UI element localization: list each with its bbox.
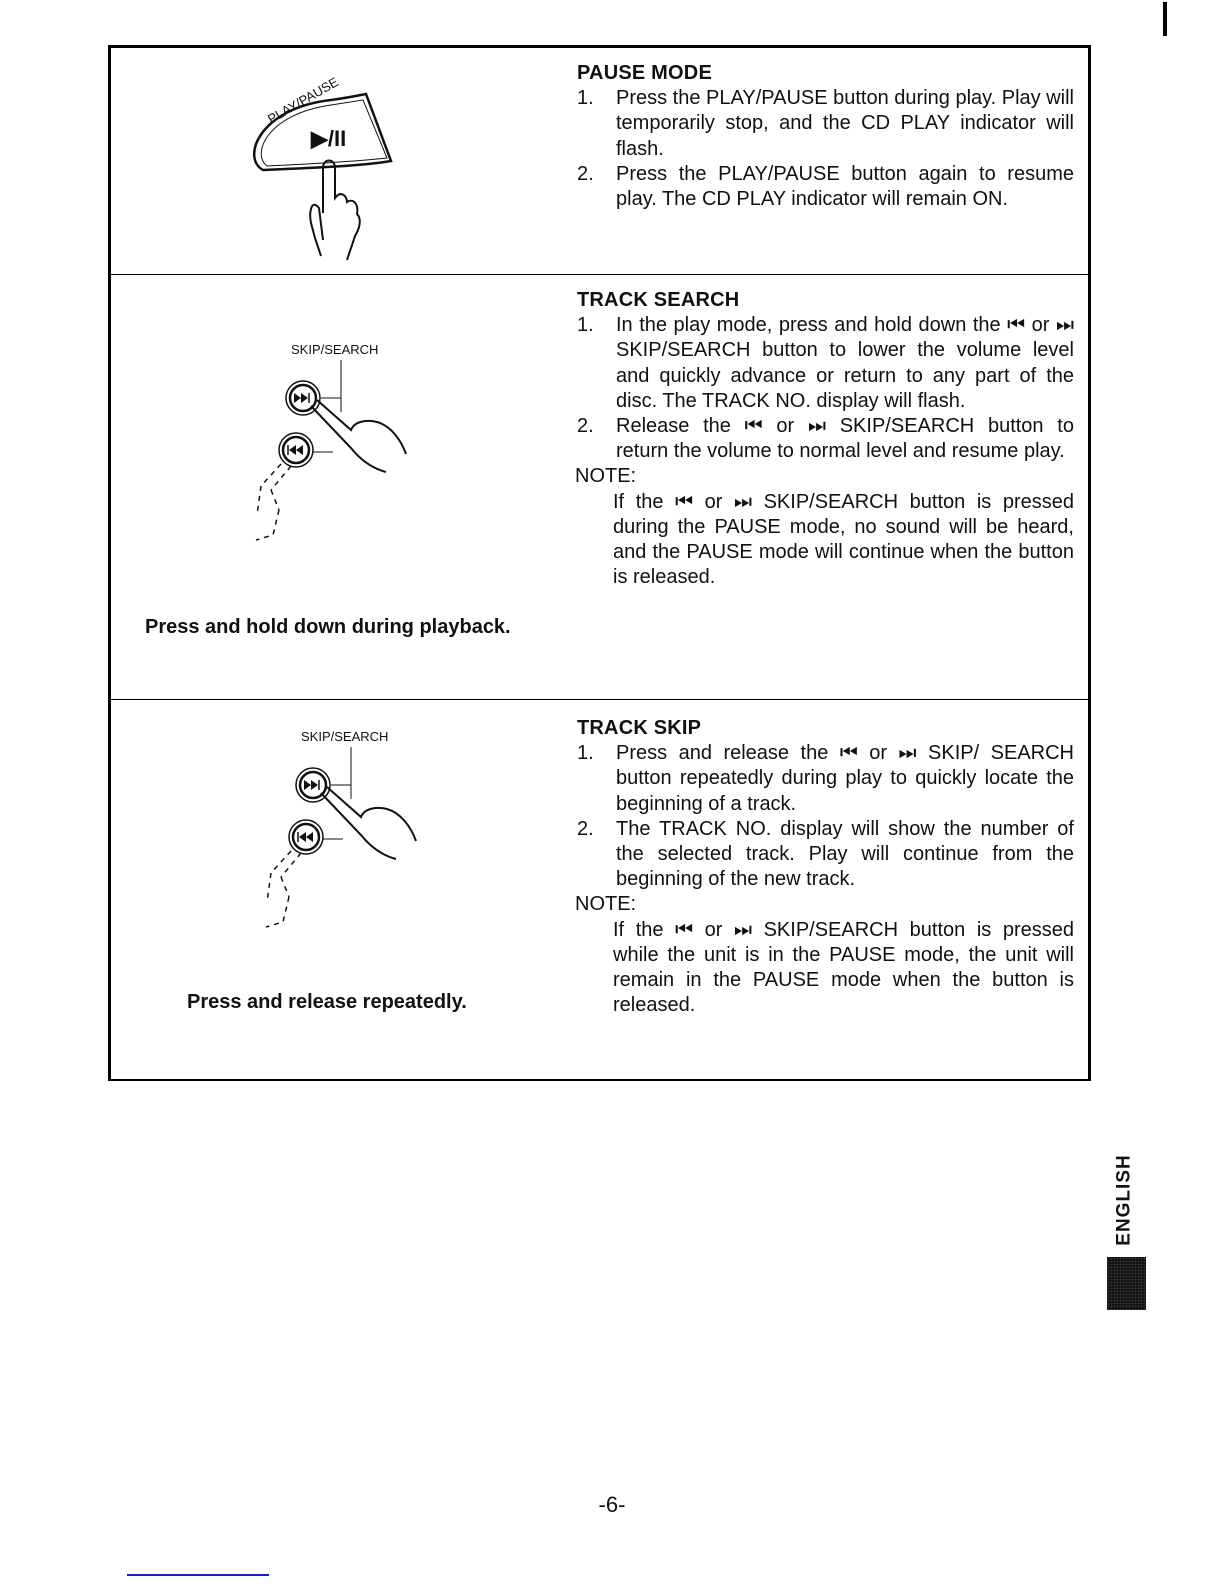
item-number: 1.: [577, 742, 594, 765]
note-label: NOTE:: [575, 465, 637, 488]
item-number: 1.: [577, 87, 594, 110]
instruction-table: [108, 45, 1091, 1081]
list-item: [577, 817, 1074, 893]
item-text: Press the PLAY/PAUSE button again to resume play. The CD PLAY indicator will remain ON.: [616, 162, 1074, 211]
track-skip-text: [577, 716, 1074, 1018]
play-pause-label: PLAY/PAUSE: [265, 74, 341, 127]
illustration-caption: Press and release repeatedly.: [187, 991, 467, 1013]
list-item: [577, 414, 1074, 464]
section-heading: TRACK SKIP: [577, 717, 702, 739]
section-heading: TRACK SEARCH: [577, 289, 740, 311]
play-pause-button-icon: [211, 58, 431, 268]
list-item: [577, 162, 1074, 212]
item-number: 2.: [577, 817, 594, 840]
section-track-search: [111, 274, 1088, 700]
language-label: ENGLISH: [1114, 1154, 1136, 1246]
track-search-text: [577, 288, 1074, 590]
note-text: If the ⏮ or ⏭ SKIP/SEARCH button is pressed during the PAUSE mode, no sound will be heard, and the PAUSE mode will continue when the button is released.: [613, 490, 1074, 589]
item-text: The TRACK NO. display will show the number of the selected track. Play will continue from the beginning of the new track.: [616, 817, 1074, 891]
language-tab: [1104, 1150, 1146, 1310]
skip-search-buttons-icon: [251, 340, 471, 560]
item-text: Press and release the ⏮ or ⏭ SKIP/ SEARCH button repeatedly during play to quickly locate the beginning of a track.: [616, 742, 1074, 815]
list-item: [577, 313, 1074, 414]
item-number: 2.: [577, 415, 594, 438]
item-text: Release the ⏮ or ⏭ SKIP/SEARCH button to return the volume to normal level and resume play.: [616, 415, 1074, 463]
list-item: [577, 741, 1074, 817]
link-underline: [127, 1574, 269, 1576]
crop-mark: [1163, 2, 1167, 36]
section-track-skip: [111, 699, 1088, 1081]
play-pause-glyph: ▶/II: [311, 126, 347, 151]
skip-search-label: SKIP/SEARCH: [291, 342, 379, 357]
pause-mode-text: [577, 61, 1074, 212]
list-item: [577, 86, 1074, 162]
item-number: 1.: [577, 314, 594, 337]
skip-search-label: SKIP/SEARCH: [301, 729, 389, 744]
skip-search-buttons-icon: [261, 727, 481, 947]
section-heading: PAUSE MODE: [577, 62, 712, 84]
tab-marker-block: [1107, 1257, 1146, 1310]
section-pause-mode: [111, 48, 1088, 275]
item-text: In the play mode, press and hold down the ⏮ or ⏭ SKIP/SEARCH button to lower the volume level and quickly advance or return to any part of the disc. The TRACK NO. display will flash.: [616, 314, 1074, 412]
note-text: If the ⏮ or ⏭ SKIP/SEARCH button is pressed while the unit is in the PAUSE mode, the unit will remain in the PAUSE mode when the button is released.: [613, 918, 1074, 1017]
item-text: Press the PLAY/PAUSE button during play. Play will temporarily stop, and the CD PLAY indicator will flash.: [616, 87, 1074, 160]
illustration-caption: Press and hold down during playback.: [145, 616, 511, 638]
page-number: -6-: [598, 1492, 626, 1517]
note-label: NOTE:: [575, 893, 637, 916]
item-number: 2.: [577, 162, 594, 185]
